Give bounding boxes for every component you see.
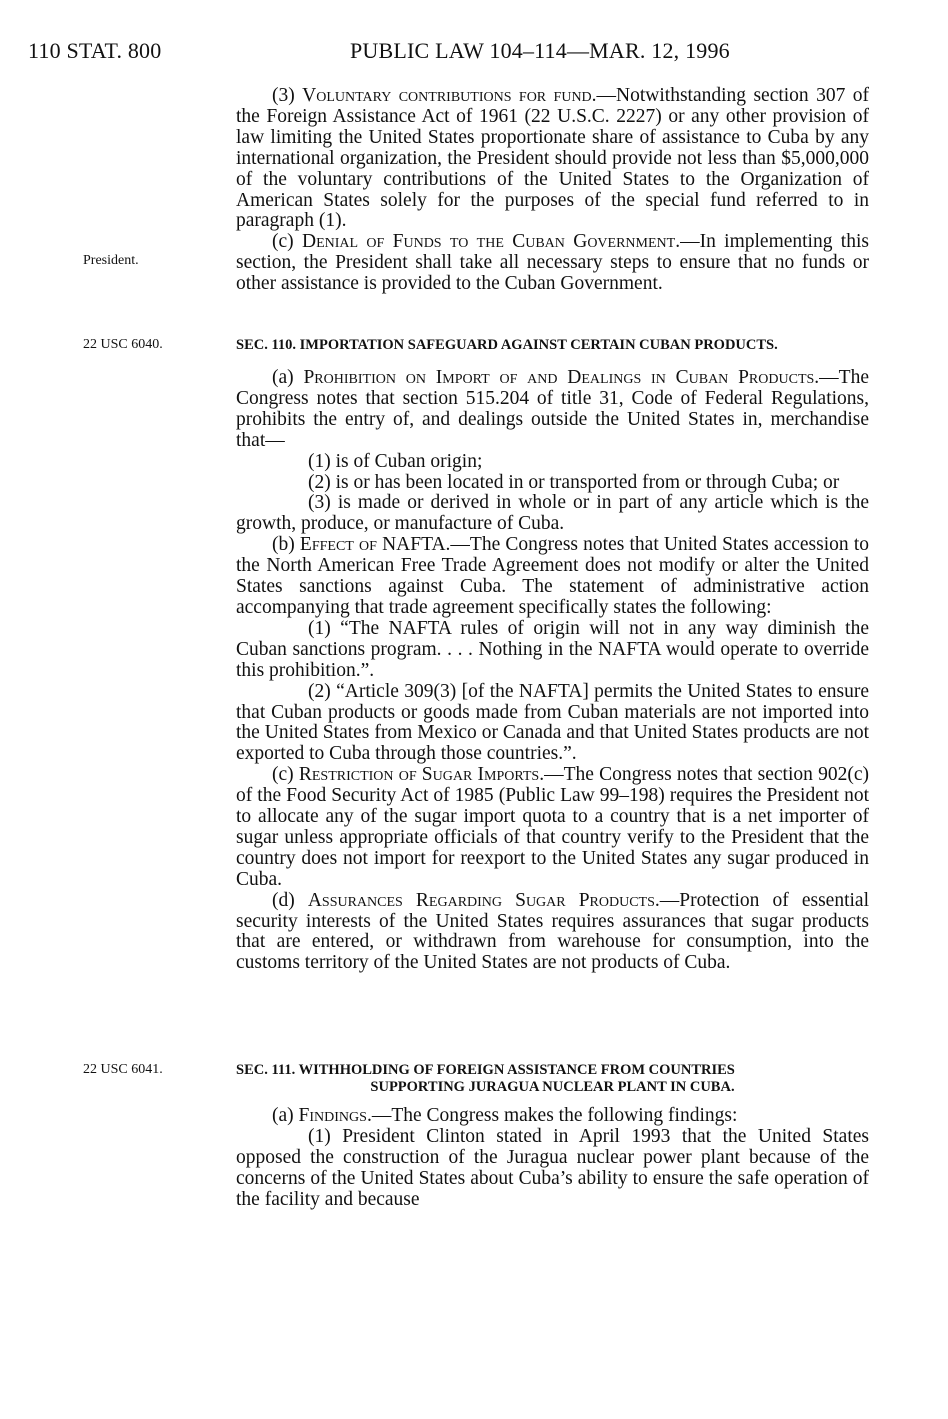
continued-section-text (236, 86, 869, 295)
subsection-letter: (d) (272, 889, 308, 911)
subsection-text: .—The Congress notes that section 515.204 of title 31, Code of Federal Regulations, prohibits the entry of, and dealings outside the United States in, merchandise that— (236, 367, 869, 451)
section-111 (236, 1062, 869, 1211)
subsection-heading: Prohibition on Import of and Dealings in Cuban Products (303, 367, 815, 388)
subsection-letter: (b) (272, 534, 300, 556)
subsection-text: .—Protection of essential security interests of the United States requires assurances that sugar products that are entered, or withdrawn from warehouse for consumption, into the customs territory of the United States are not products of Cuba. (236, 889, 869, 974)
subsection-d-sugar-assurances (236, 891, 869, 975)
subsection-a-findings (236, 1106, 869, 1127)
margin-note-usc-6040: 22 USC 6040. (83, 337, 163, 352)
statute-page-number: 110 STAT. 800 (28, 38, 162, 63)
subsection-heading: Effect of NAFTA (299, 534, 446, 556)
margin-note-usc-6041: 22 USC 6041. (83, 1062, 163, 1077)
page-header (0, 36, 948, 66)
section-111-heading-line-2: SUPPORTING JURAGUA NUCLEAR PLANT IN CUBA. (370, 1079, 735, 1095)
subsection-letter: (a) (272, 1105, 299, 1126)
subsection-b-effect-of-nafta (236, 535, 869, 619)
subsection-heading: Assurances Regarding Sugar Products (307, 889, 655, 911)
paragraph-3-voluntary-contributions (236, 86, 869, 232)
item-a3: (3) is made or derived in whole or in part of any article which is the growth, produce, or manufacture of Cuba. (236, 492, 869, 535)
quote-b1: (1) “The NAFTA rules of origin will not in any way diminish the Cuban sanctions program. . . . Nothing in the NAFTA would operate to override this prohibition.”. (236, 617, 869, 681)
paragraph-heading: Voluntary contributions for fund (302, 85, 592, 106)
subsection-letter: (c) (272, 231, 302, 253)
subsection-letter: (c) (272, 764, 299, 786)
item-a2: (2) is or has been located in or transported from or through Cuba; or (308, 471, 840, 493)
subsection-text: .—The Congress notes that section 902(c) of the Food Security Act of 1985 (Public Law 99–198) requires the President not to allocate any of the sugar import quota to a country that is a net importer of sugar unless appropriate officials of that country verify to the President that the country does not import for reexport to the United States any sugar produced in Cuba. (236, 764, 869, 890)
public-law-citation: PUBLIC LAW 104–114—MAR. 12, 1996 (350, 38, 730, 63)
subsection-a-prohibition (236, 368, 869, 452)
subsection-heading: Findings (298, 1105, 367, 1126)
subsection-text: .—In implementing this section, the President shall take all necessary steps to ensure that no funds or other assistance is provided to the Cuban Government. (236, 231, 869, 295)
section-110 (236, 337, 869, 974)
finding-1: (1) President Clinton stated in April 1993 that the United States opposed the construction of the Juragua nuclear power plant because of the concerns of the United States about Cuba’s ability to ensure the safe operation of the facility and because (236, 1125, 869, 1210)
paragraph-text: .—Notwithstanding section 307 of the Foreign Assistance Act of 1961 (22 U.S.C. 2227) or any other provision of law limiting the United States proportionate share of assistance to Cuba by any international organization, the President should provide not less than $5,000,000 of the voluntary contributions of the United States to the Organization of American States solely for the purposes of the special fund referred to in paragraph (1). (236, 85, 869, 232)
item-a1: (1) is of Cuban origin; (308, 450, 483, 472)
subsection-heading: Denial of Funds to the Cuban Government (301, 231, 676, 253)
subsection-heading: Restriction of Sugar Imports (298, 764, 540, 786)
subsection-text: .—The Congress makes the following findings: (366, 1105, 738, 1126)
subsection-c-denial-of-funds (236, 232, 869, 295)
subsection-letter: (a) (272, 367, 304, 388)
section-110-heading: SEC. 110. IMPORTATION SAFEGUARD AGAINST CERTAIN CUBAN PRODUCTS. (236, 337, 778, 353)
margin-note-president: President. (83, 253, 139, 268)
subsection-c-sugar-imports (236, 765, 869, 890)
paragraph-number: (3) (272, 85, 303, 106)
section-111-heading-line-1: SEC. 111. WITHHOLDING OF FOREIGN ASSISTANCE FROM COUNTRIES (236, 1062, 735, 1078)
quote-b2: (2) “Article 309(3) [of the NAFTA] permits the United States to ensure that Cuban products or goods made from Cuban materials are not imported into the United States from Mexico or Canada and that United States products are not exported to Cuba through those countries.”. (236, 680, 869, 765)
subsection-text: .—The Congress notes that United States accession to the North American Free Trade Agreement does not modify or alter the United States sanctions against Cuba. The statement of administrative action accompanying that trade agreement specifically states the following: (236, 534, 869, 618)
